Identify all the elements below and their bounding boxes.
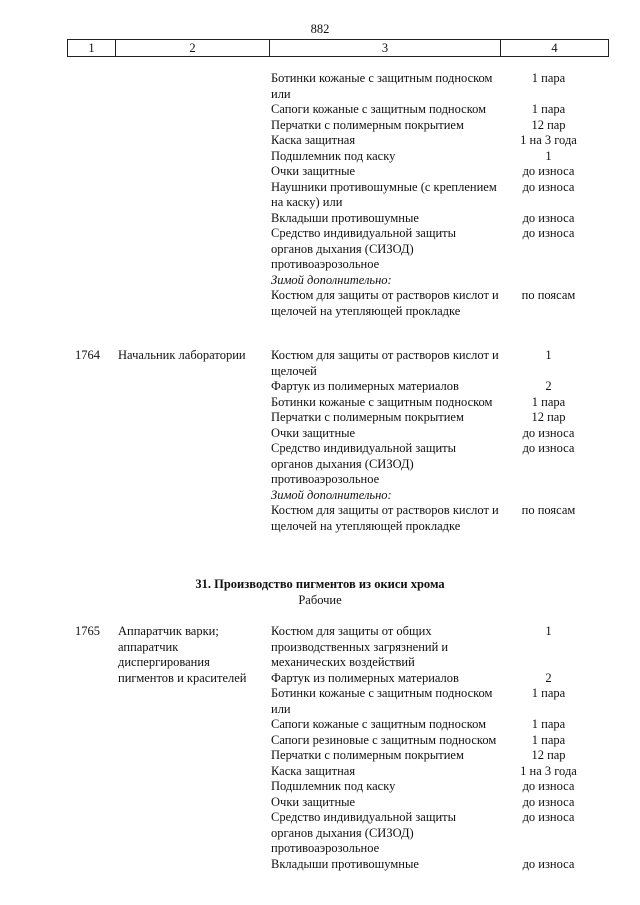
item-name: Костюм для защиты от растворов кислот и щелочей на утепляющей прокладке xyxy=(271,503,499,533)
job-title: Начальник лаборатории xyxy=(118,348,246,362)
table-row xyxy=(271,273,616,289)
item-quantity: по поясам xyxy=(521,503,576,517)
table-row xyxy=(271,748,616,764)
table-row xyxy=(271,503,616,534)
table-header xyxy=(67,39,609,57)
table-row xyxy=(271,149,616,165)
page-number: 882 xyxy=(310,22,330,36)
table-row xyxy=(271,779,616,795)
item-quantity: 12 пар xyxy=(531,117,566,132)
item-quantity xyxy=(501,488,596,504)
item-name: Вкладыши противошумные xyxy=(271,856,419,871)
item-list xyxy=(271,624,616,872)
item-quantity: 12 пар xyxy=(531,748,566,762)
item-name: Костюм для защиты от общих производственных загрязнений и механических воздействий xyxy=(271,624,449,669)
item-name: Сапоги резиновые с защитным подноском xyxy=(271,732,497,747)
table-row xyxy=(271,441,616,488)
item-quantity: до износа xyxy=(522,441,575,455)
item-name: Зимой дополнительно: xyxy=(271,272,392,287)
item-quantity: 1 пара xyxy=(531,394,566,409)
item-name: Сапоги кожаные с защитным подноском xyxy=(271,102,487,116)
item-quantity: 1 пара xyxy=(531,686,566,700)
item-quantity: до износа xyxy=(522,179,575,194)
table-row xyxy=(271,488,616,504)
table-row xyxy=(271,426,616,442)
section-subtitle: Рабочие xyxy=(298,593,342,607)
item-name: Перчатки с полимерным покрытием xyxy=(271,410,464,424)
item-name: Очки защитные xyxy=(271,164,356,178)
table-row xyxy=(271,764,616,780)
table-row xyxy=(271,288,616,319)
table-row xyxy=(271,717,616,733)
table-row xyxy=(271,133,616,149)
item-name: Ботинки кожаные с защитным подноском или xyxy=(271,71,493,101)
item-quantity: 1 xyxy=(545,148,552,163)
item-name: Костюм для защиты от растворов кислот и щелочей на утепляющей прокладке xyxy=(271,288,499,318)
table-row xyxy=(271,180,616,211)
table-row xyxy=(271,348,616,379)
table-row xyxy=(271,795,616,811)
item-quantity: по поясам xyxy=(521,288,576,302)
column-header-1: 1 xyxy=(68,40,116,56)
table-row xyxy=(271,102,616,118)
item-name: Ботинки кожаные с защитным подноском xyxy=(271,394,493,409)
item-name: Костюм для защиты от растворов кислот и щелочей xyxy=(271,348,499,378)
column-header-2: 2 xyxy=(116,40,270,56)
item-quantity: до износа xyxy=(522,856,575,871)
item-name: Каска защитная xyxy=(271,763,356,778)
column-header-4: 4 xyxy=(551,41,558,55)
item-name: Фартук из полимерных материалов xyxy=(271,379,459,393)
item-quantity: 1 xyxy=(545,348,552,362)
item-name: Средство индивидуальной защиты органов дыхания (СИЗОД) противоаэрозольное xyxy=(271,441,457,486)
item-quantity: 1 на 3 года xyxy=(520,133,577,147)
item-name: Средство индивидуальной защиты органов дыхания (СИЗОД) противоаэрозольное xyxy=(271,810,457,855)
item-name: Средство индивидуальной защиты органов дыхания (СИЗОД) противоаэрозольное xyxy=(271,226,457,271)
item-quantity: 12 пар xyxy=(531,410,566,424)
item-quantity: до износа xyxy=(522,779,575,793)
column-header-3: 3 xyxy=(270,40,501,56)
table-row xyxy=(271,686,616,717)
item-name: Сапоги кожаные с защитным подноском xyxy=(271,717,487,731)
entry-number: 1765 xyxy=(75,624,100,638)
table-row xyxy=(271,857,616,873)
item-list xyxy=(271,348,616,534)
item-name: Каска защитная xyxy=(271,133,356,147)
table-row xyxy=(271,211,616,227)
table-row xyxy=(271,71,616,102)
table-row xyxy=(271,118,616,134)
item-quantity: 1 пара xyxy=(531,71,566,85)
item-quantity xyxy=(501,273,596,289)
item-list xyxy=(271,71,616,319)
item-name: Наушники противошумные (с креплением на каску) или xyxy=(271,179,497,209)
table-row xyxy=(271,379,616,395)
item-quantity: до износа xyxy=(522,210,575,225)
item-name: Очки защитные xyxy=(271,794,356,809)
table-row xyxy=(271,410,616,426)
table-row xyxy=(271,810,616,857)
item-name: Фартук из полимерных материалов xyxy=(271,670,459,685)
table-row xyxy=(271,226,616,273)
item-quantity: 1 на 3 года xyxy=(520,763,577,778)
item-name: Подшлемник под каску xyxy=(271,779,396,793)
item-quantity: 1 пара xyxy=(531,732,566,747)
job-title: Аппаратчик варки; аппаратчик диспергирования пигментов и красителей xyxy=(118,624,247,685)
item-name: Перчатки с полимерным покрытием xyxy=(271,117,464,132)
item-name: Ботинки кожаные с защитным подноском или xyxy=(271,686,493,716)
item-name: Вкладыши противошумные xyxy=(271,210,419,225)
item-name: Подшлемник под каску xyxy=(271,148,396,163)
item-quantity: 2 xyxy=(545,379,552,393)
item-quantity: 1 пара xyxy=(531,717,566,731)
table-row xyxy=(271,671,616,687)
item-name: Перчатки с полимерным покрытием xyxy=(271,748,464,762)
item-quantity: 2 xyxy=(545,670,552,685)
item-name: Очки защитные xyxy=(271,425,356,440)
item-quantity: 1 xyxy=(545,624,552,638)
entry-number: 1764 xyxy=(75,348,100,362)
table-row xyxy=(271,733,616,749)
item-quantity: до износа xyxy=(522,425,575,440)
item-quantity: до износа xyxy=(522,226,575,240)
item-quantity: до износа xyxy=(522,810,575,824)
section-title: 31. Производство пигментов из окиси хрома xyxy=(195,577,445,591)
table-row xyxy=(271,395,616,411)
item-quantity: 1 пара xyxy=(531,102,566,116)
item-quantity: до износа xyxy=(522,794,575,809)
item-name: Зимой дополнительно: xyxy=(271,487,392,502)
table-row xyxy=(271,164,616,180)
item-quantity: до износа xyxy=(522,164,575,178)
table-row xyxy=(271,624,616,671)
